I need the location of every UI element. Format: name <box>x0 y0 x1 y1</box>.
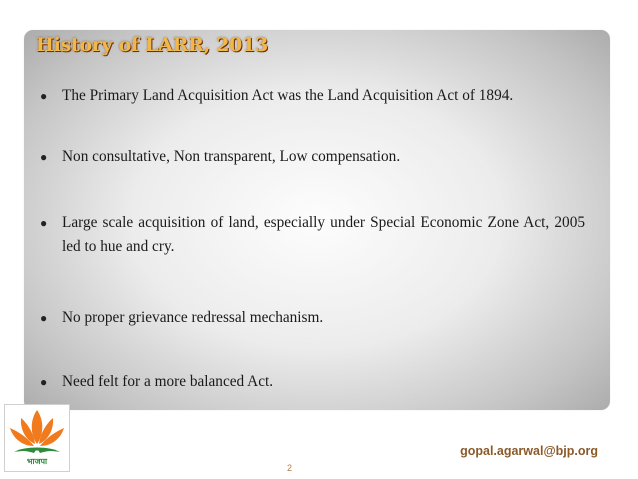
bullet-text: The Primary Land Acquisition Act was the Land Acquisition Act of 1894. <box>62 87 514 104</box>
slide-title: History of LARR, 2013 <box>36 34 268 56</box>
bullet-dot-icon: ● <box>40 89 48 103</box>
lotus-icon <box>4 404 70 472</box>
bullet-text: Need felt for a more balanced Act. <box>62 373 274 390</box>
bullet-text: No proper grievance redressal mechanism. <box>62 309 324 326</box>
bullet-dot-icon: ● <box>40 375 48 389</box>
bullet-dot-icon: ● <box>40 311 48 325</box>
bullet-text: Non consultative, Non transparent, Low compensation. <box>62 148 401 165</box>
bullet-dot-icon: ● <box>40 216 48 230</box>
logo-text: भाजपा <box>26 457 48 466</box>
bullet-item <box>40 84 585 108</box>
bullet-dot-icon: ● <box>40 150 48 164</box>
page-number: 2 <box>287 463 293 473</box>
party-logo <box>4 404 70 472</box>
bullet-item <box>40 370 585 394</box>
bullet-text: Large scale acquisition of land, especially under Special Economic Zone Act, 2005 led to hue and cry. <box>62 214 585 255</box>
footer-email: gopal.agarwal@bjp.org <box>460 444 598 458</box>
bullet-item <box>40 211 585 259</box>
bullet-item <box>40 306 585 330</box>
bullet-item <box>40 145 585 169</box>
